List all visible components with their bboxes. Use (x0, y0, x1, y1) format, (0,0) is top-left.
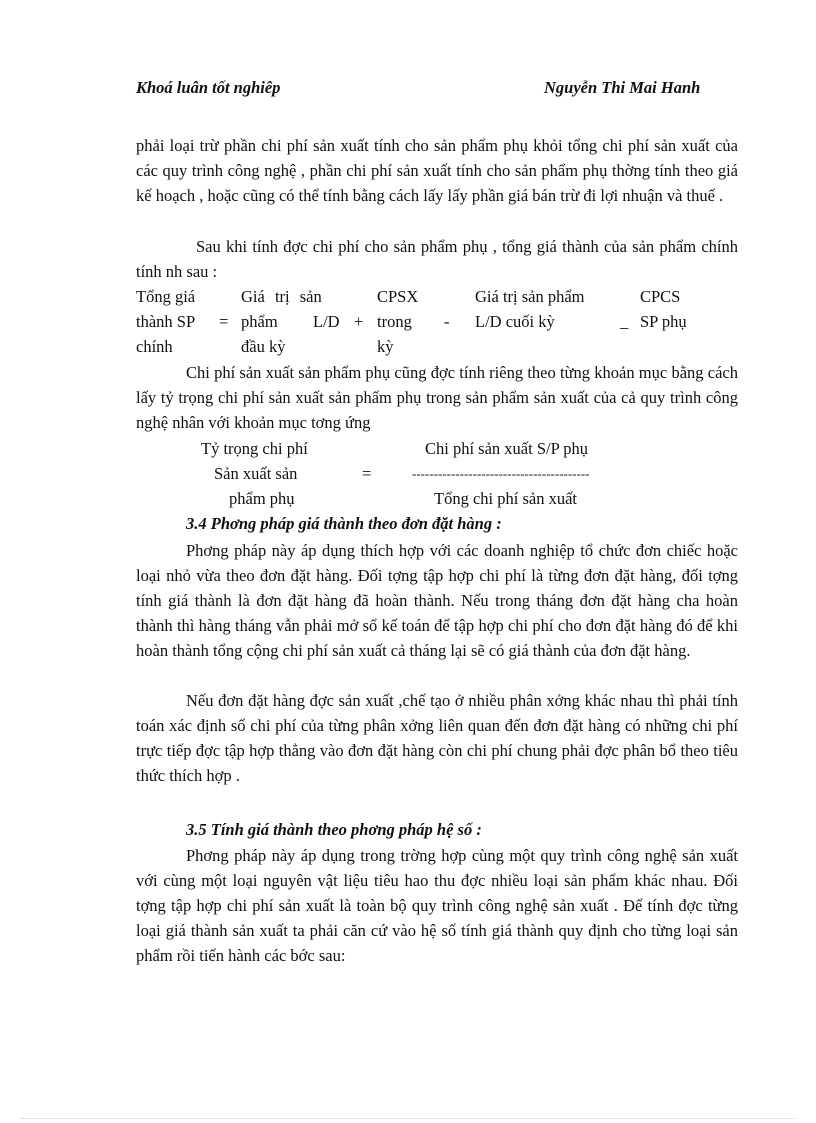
formula1-col5-line2: SP phụ (640, 312, 687, 331)
formula2-left-line3: phẩm phụ (229, 489, 295, 508)
formula1-col1-line3: chính (136, 337, 173, 356)
formula1-col5-line1: CPCS (640, 287, 681, 306)
section-heading-3-5: 3.5 Tính giá thành theo phơng pháp hệ số : (186, 820, 482, 839)
formula2-equals: = (362, 464, 372, 483)
paragraph-5: Nếu đơn đặt hàng đợc sản xuất ,chế tạo ở nhiều phân xởng khác nhau thì phải tính toán xác định số chi phí của từng phân xởng liên quan đến đơn đặt hàng có những chi phí trực tiếp đợc tập hợp thẳng vào đơn đặt hàng còn chi phí chung phải đợc phân bổ theo tiêu thức thích hợp . (136, 691, 738, 785)
formula2-numerator: Chi phí sản xuất S/P phụ (425, 439, 589, 458)
formula1-col4-line2: L/D cuối kỳ (475, 312, 555, 331)
formula1-col2-line1: Giá trị sản (241, 287, 322, 306)
paragraph-3: Chi phí sản xuất sản phẩm phụ cũng đợc tính riêng theo từng khoản mục bằng cách lấy tỷ trọng chi phí sản xuất sản phẩm phụ trong sản phẩm sản xuất của cả quy trình công nghệ nhân với khoản mục tơng ứng (136, 363, 738, 432)
formula1-col1-line2: thành SP (136, 312, 196, 331)
formula1-col2-line3: đầu kỳ (241, 337, 286, 356)
formula2-denominator: Tổng chi phí sản xuất (434, 489, 577, 508)
page-bottom-border (20, 1118, 796, 1119)
formula2-left-line1: Tỷ trọng chi phí (201, 439, 308, 458)
formula1-equals: = (219, 312, 229, 331)
formula1-col2-line2: phẩm (241, 312, 278, 331)
formula1-minus-2: _ (620, 312, 629, 331)
header-right: Nguyễn Thi Mai Hanh (544, 78, 701, 97)
section-heading-3-4: 3.4 Phơng pháp giá thành theo đơn đặt hàng : (186, 514, 502, 533)
formula1-col3-line1: CPSX (377, 287, 419, 306)
formula1-col4-line1: Giá trị sản phẩm (475, 287, 585, 306)
formula1-col3-line3: kỳ (377, 337, 394, 356)
paragraph-4: Phơng pháp này áp dụng thích hợp với các doanh nghiệp tổ chức đơn chiếc hoặc loại nhỏ vừa theo đơn đặt hàng. Đối tợng tập hợp chi phí là từng đơn đặt hàng, đối tợng tính giá thành là đơn đặt hàng đã hoàn thành. Nếu trong tháng đơn đặt hàng cha hoàn thành thì hàng tháng vẫn phải mở sổ kế toán để tập hợp chi phí cho đơn đặt hàng đó để khi hoàn thành tổng cộng chi phí sản xuất cả tháng lại sẽ có giá thành của đơn đặt hàng. (136, 541, 738, 660)
formula1-ld: L/D (313, 312, 340, 331)
formula1-minus-1: - (444, 312, 450, 331)
paragraph-2: Sau khi tính đợc chi phí cho sản phẩm phụ , tổng giá thành của sản phẩm chính tính nh sau : (136, 237, 738, 281)
formula1-col1-line1: Tổng giá (136, 287, 196, 306)
paragraph-6: Phơng pháp này áp dụng trong trờng hợp cùng một quy trình công nghệ sản xuất với cùng một loại nguyên vật liệu tiêu hao thu đợc nhiều loại sản phẩm khác nhau. Đối tợng tập hợp chi phí sản xuất là toàn bộ quy trình công nghệ sản xuất . Để tính đợc từng loại giá thành sản xuất ta phải căn cứ vào hệ số tính giá thành quy định cho từng loại sản phẩm rồi tiến hành các bớc sau: (136, 846, 738, 965)
header-left: Khoá luân tốt nghiêp (136, 78, 281, 97)
formula1-plus: + (354, 312, 364, 331)
formula1-col3-line2: trong (377, 312, 412, 331)
formula2-fraction-bar: ----------------------------------------- (412, 466, 590, 481)
paragraph-1: phải loại trừ phần chi phí sản xuất tính cho sản phẩm phụ khỏi tổng chi phí sản xuất của các quy trình công nghệ , phần chi phí sản xuất tính cho sản phẩm phụ thờng tính theo giá kế hoạch , hoặc cũng có thể tính bằng cách lấy lấy phần giá bán trừ đi lợi nhuận và thuế . (136, 136, 738, 205)
formula2-left-line2: Sản xuất sản (214, 464, 298, 483)
